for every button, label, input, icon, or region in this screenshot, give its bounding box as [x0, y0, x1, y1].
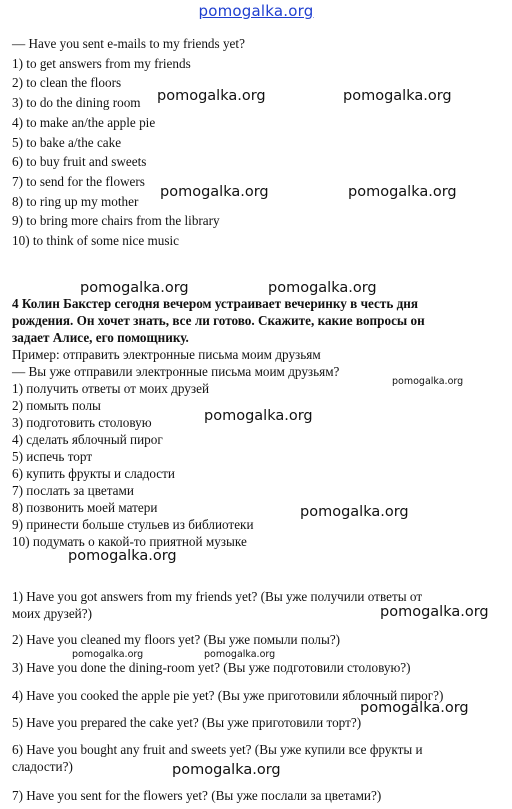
watermark: pomogalka.org — [68, 548, 177, 564]
list-item: 9) to bring more chairs from the library — [12, 213, 220, 228]
watermark: pomogalka.org — [204, 649, 276, 660]
example-question: — Вы уже отправили электронные письма моим друзьям? — [12, 364, 340, 379]
list-item: 8) позвонить моей матери — [12, 500, 158, 515]
answer-line: моих друзей?) — [12, 606, 92, 621]
list-item: 4) сделать яблочный пирог — [12, 432, 163, 447]
list-item: 2) помыть полы — [12, 398, 101, 413]
list-item: 10) to think of some nice music — [12, 233, 180, 248]
header-logo[interactable]: pomogalka.org — [198, 2, 314, 20]
list-item: 1) to get answers from my friends — [12, 56, 191, 71]
task-text: задает Алисе, его помощнику. — [12, 330, 189, 345]
watermark: pomogalka.org — [160, 184, 269, 200]
list-item: 6) to buy fruit and sweets — [12, 154, 147, 169]
list-item: 5) испечь торт — [12, 449, 93, 464]
list-item: 9) принести больше стульев из библиотеки — [12, 517, 254, 532]
watermark: pomogalka.org — [348, 184, 457, 200]
watermark: pomogalka.org — [172, 762, 281, 778]
list-item: 4) to make an/the apple pie — [12, 115, 156, 130]
list-item: 5) to bake a/the cake — [12, 135, 122, 150]
example-label: Пример: отправить электронные письма моим друзьям — [12, 347, 321, 362]
list-item: 8) to ring up my mother — [12, 194, 139, 209]
section1-question: — Have you sent e-mails to my friends yet? — [12, 36, 245, 51]
watermark: pomogalka.org — [80, 280, 189, 296]
list-item: 2) to clean the floors — [12, 75, 122, 90]
watermark: pomogalka.org — [157, 88, 266, 104]
list-item: 7) послать за цветами — [12, 483, 134, 498]
answer-line: 6) Have you bought any fruit and sweets yet? (Вы уже купили все фрукты и — [12, 742, 423, 757]
list-item: 7) to send for the flowers — [12, 174, 145, 189]
answer-line: 1) Have you got answers from my friends yet? (Вы уже получили ответы от — [12, 589, 423, 604]
answer-line: 5) Have you prepared the cake yet? (Вы уже приготовили торт?) — [12, 715, 362, 730]
list-item: 1) получить ответы от моих друзей — [12, 381, 210, 396]
answer-line: сладости?) — [12, 759, 73, 774]
watermark: pomogalka.org — [72, 649, 144, 660]
watermark: pomogalka.org — [392, 376, 464, 387]
watermark: pomogalka.org — [380, 604, 489, 620]
watermark: pomogalka.org — [360, 700, 469, 716]
watermark: pomogalka.org — [204, 408, 313, 424]
watermark: pomogalka.org — [300, 504, 409, 520]
answer-line: 2) Have you cleaned my floors yet? (Вы уже помыли полы?) — [12, 632, 341, 647]
list-item: 3) to do the dining room — [12, 95, 141, 110]
list-item: 10) подумать о какой-то приятной музыке — [12, 534, 247, 549]
watermark: pomogalka.org — [268, 280, 377, 296]
watermark: pomogalka.org — [343, 88, 452, 104]
task-text: 4 Колин Бакстер сегодня вечером устраивает вечеринку в честь дня — [12, 296, 419, 311]
list-item: 3) подготовить столовую — [12, 415, 152, 430]
task-text: рождения. Он хочет знать, все ли готово. Скажите, какие вопросы он — [12, 313, 425, 328]
list-item: 6) купить фрукты и сладости — [12, 466, 175, 481]
answer-line: 4) Have you cooked the apple pie yet? (Вы уже приготовили яблочный пирог?) — [12, 688, 444, 703]
answer-line: 7) Have you sent for the flowers yet? (Вы уже послали за цветами?) — [12, 788, 382, 803]
answer-line: 3) Have you done the dining-room yet? (Вы уже подготовили столовую?) — [12, 660, 411, 675]
